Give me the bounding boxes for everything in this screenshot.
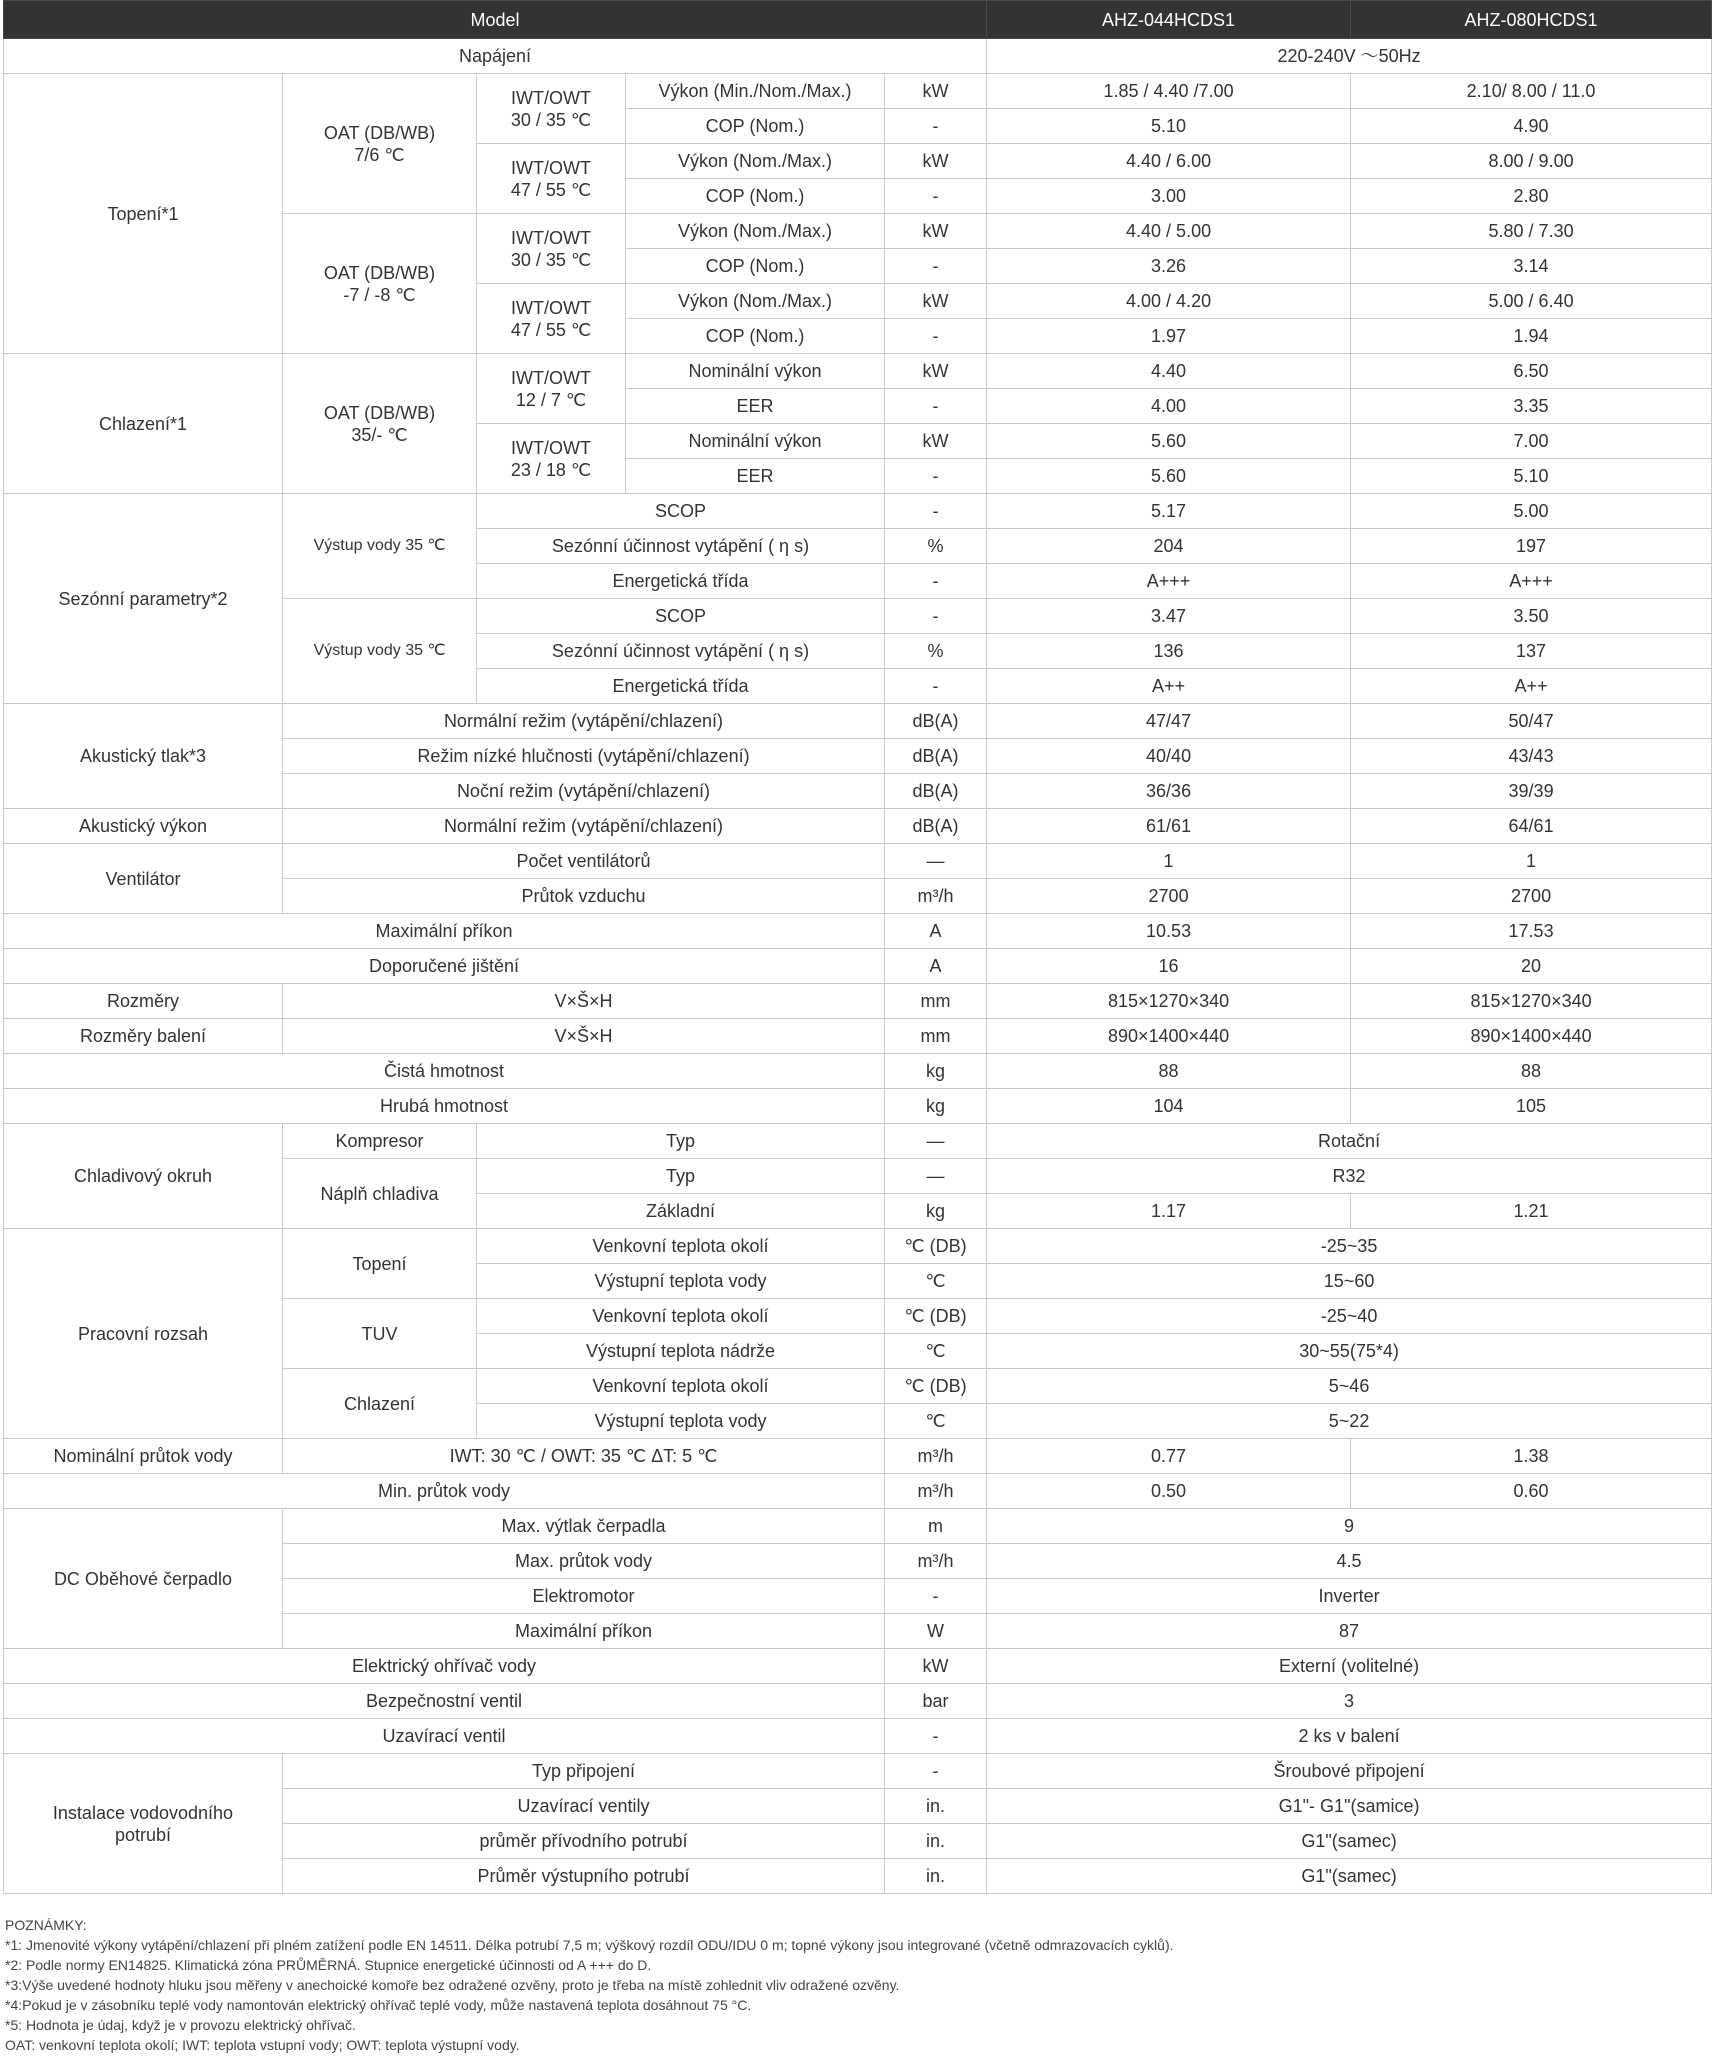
group-label: Akustický tlak*3 [4,704,283,809]
value-1: 40/40 [987,739,1351,774]
value-1: 16 [987,949,1351,984]
group-label: Chlazení*1 [4,354,283,494]
table-row [4,914,1712,949]
value-shared: G1"- G1"(samice) [987,1789,1712,1824]
unit: in. [885,1789,987,1824]
value-2: 137 [1351,634,1712,669]
unit: - [885,179,987,214]
param-label: Sezónní účinnost vytápění ( η s) [477,634,885,669]
table-row [4,844,1712,879]
table-row [4,494,1712,529]
table-row [4,1439,1712,1474]
value-1: 61/61 [987,809,1351,844]
unit: ℃ (DB) [885,1229,987,1264]
unit: W [885,1614,987,1649]
table-row [4,1124,1712,1159]
value-2: 2.10/ 8.00 / 11.0 [1351,74,1712,109]
condition-label: OAT (DB/WB) -7 / -8 ℃ [283,214,477,354]
unit: kW [885,214,987,249]
value-1: 5.60 [987,459,1351,494]
unit: dB(A) [885,774,987,809]
value-1: 1.97 [987,319,1351,354]
unit: kg [885,1054,987,1089]
value-2: 0.60 [1351,1474,1712,1509]
unit: ℃ (DB) [885,1299,987,1334]
param-label: Napájení [4,39,987,74]
param-label: Čistá hmotnost [4,1054,885,1089]
value-shared: R32 [987,1159,1712,1194]
unit: - [885,109,987,144]
value-2: 3.50 [1351,599,1712,634]
group-label: DC Oběhové čerpadlo [4,1509,283,1649]
param-label: Uzavírací ventil [4,1719,885,1754]
param-label: Doporučené jištění [4,949,885,984]
unit: in. [885,1824,987,1859]
value-shared: -25~35 [987,1229,1712,1264]
condition-label: IWT/OWT 30 / 35 ℃ [477,74,626,144]
condition-label: Kompresor [283,1124,477,1159]
param-label: Nominální výkon [626,424,885,459]
value-1: 10.53 [987,914,1351,949]
param-label: Výkon (Nom./Max.) [626,144,885,179]
header-model-1: AHZ-044HCDS1 [987,1,1351,39]
header-model-2: AHZ-080HCDS1 [1351,1,1712,39]
param-label: Průměr výstupního potrubí [283,1859,885,1894]
param-label: COP (Nom.) [626,109,885,144]
value-2: 6.50 [1351,354,1712,389]
unit: m [885,1509,987,1544]
unit: m³/h [885,1439,987,1474]
note-5: *5: Hodnota je údaj, když je v provozu elektrický ohřívač. [5,2017,356,2033]
param-label: Sezónní účinnost vytápění ( η s) [477,529,885,564]
value-1: 47/47 [987,704,1351,739]
value-1: 1 [987,844,1351,879]
value-1: 136 [987,634,1351,669]
table-row [4,1229,1712,1264]
param-label: Výkon (Nom./Max.) [626,284,885,319]
unit: mm [885,1019,987,1054]
param-label: Výstupní teplota nádrže [477,1334,885,1369]
condition-label: Topení [283,1229,477,1299]
param-label: SCOP [477,494,885,529]
param-label: Počet ventilátorů [283,844,885,879]
unit: kg [885,1089,987,1124]
value-shared: G1"(samec) [987,1824,1712,1859]
value-1: 204 [987,529,1351,564]
unit: kg [885,1194,987,1229]
group-label: Rozměry [4,984,283,1019]
param-label: Max. výtlak čerpadla [283,1509,885,1544]
value-1: 4.40 [987,354,1351,389]
param-label: průměr přívodního potrubí [283,1824,885,1859]
unit: bar [885,1684,987,1719]
param-label: EER [626,459,885,494]
table-row [4,354,1712,389]
value-shared: Externí (volitelné) [987,1649,1712,1684]
param-label: Typ připojení [283,1754,885,1789]
value-2: 1.94 [1351,319,1712,354]
unit: - [885,389,987,424]
unit: kW [885,74,987,109]
value-1: 5.17 [987,494,1351,529]
table-row [4,809,1712,844]
unit: - [885,1719,987,1754]
value-1: 4.40 / 6.00 [987,144,1351,179]
param-label: Hrubá hmotnost [4,1089,885,1124]
value-2: 7.00 [1351,424,1712,459]
group-label: Akustický výkon [4,809,283,844]
param-label: Nominální výkon [626,354,885,389]
spec-table [3,0,1712,1894]
table-row [4,1649,1712,1684]
unit: — [885,1124,987,1159]
condition-label: Výstup vody 35 ℃ [283,599,477,704]
value-2: 815×1270×340 [1351,984,1712,1019]
unit: dB(A) [885,739,987,774]
unit: A [885,949,987,984]
param-label: Venkovní teplota okolí [477,1299,885,1334]
unit: dB(A) [885,809,987,844]
value-2: 43/43 [1351,739,1712,774]
value-2: A++ [1351,669,1712,704]
param-label: COP (Nom.) [626,179,885,214]
unit: ℃ [885,1404,987,1439]
value-1: A++ [987,669,1351,704]
unit: - [885,564,987,599]
value-2: 8.00 / 9.00 [1351,144,1712,179]
param-label: Max. průtok vody [283,1544,885,1579]
value-shared: 30~55(75*4) [987,1334,1712,1369]
value-1: 36/36 [987,774,1351,809]
value-shared: 15~60 [987,1264,1712,1299]
notes-title: POZNÁMKY: [5,1917,87,1933]
value-2: 3.35 [1351,389,1712,424]
value-2: 5.00 [1351,494,1712,529]
header-model: Model [4,1,987,39]
value-1: 3.00 [987,179,1351,214]
value-shared: 5~22 [987,1404,1712,1439]
unit: kW [885,354,987,389]
group-label: Topení*1 [4,74,283,354]
unit: % [885,634,987,669]
table-row [4,1019,1712,1054]
value-1: 4.00 [987,389,1351,424]
table-row [4,1089,1712,1124]
unit: ℃ (DB) [885,1369,987,1404]
unit: - [885,1579,987,1614]
condition-label: OAT (DB/WB) 7/6 ℃ [283,74,477,214]
value-2: 1.21 [1351,1194,1712,1229]
param-label: Režim nízké hlučnosti (vytápění/chlazení) [283,739,885,774]
value-shared: 220-240V ～50Hz [987,39,1712,74]
param-label: Základní [477,1194,885,1229]
condition-label: IWT/OWT 47 / 55 ℃ [477,284,626,354]
value-1: 0.77 [987,1439,1351,1474]
unit: kW [885,284,987,319]
value-2: 1 [1351,844,1712,879]
unit: ℃ [885,1334,987,1369]
value-2: 5.00 / 6.40 [1351,284,1712,319]
unit: - [885,599,987,634]
value-2: 5.80 / 7.30 [1351,214,1712,249]
group-label: Ventilátor [4,844,283,914]
value-1: 5.60 [987,424,1351,459]
table-row [4,1474,1712,1509]
condition-label: Výstup vody 35 ℃ [283,494,477,599]
value-1: 3.47 [987,599,1351,634]
value-1: 1.17 [987,1194,1351,1229]
param-label: Elektrický ohřívač vody [4,1649,885,1684]
param-label: Výstupní teplota vody [477,1404,885,1439]
value-shared: 3 [987,1684,1712,1719]
param-label: Venkovní teplota okolí [477,1369,885,1404]
unit: — [885,844,987,879]
table-row [4,74,1712,109]
param-label: SCOP [477,599,885,634]
value-2: 39/39 [1351,774,1712,809]
value-2: 50/47 [1351,704,1712,739]
value-shared: G1"(samec) [987,1859,1712,1894]
condition-label: IWT/OWT 30 / 35 ℃ [477,214,626,284]
table-row [4,984,1712,1019]
value-2: 88 [1351,1054,1712,1089]
group-label: Nominální průtok vody [4,1439,283,1474]
unit: m³/h [885,879,987,914]
value-2: 5.10 [1351,459,1712,494]
value-1: 2700 [987,879,1351,914]
param-label: EER [626,389,885,424]
footnotes [5,1915,1705,2055]
value-1: 0.50 [987,1474,1351,1509]
value-1: 890×1400×440 [987,1019,1351,1054]
value-1: 3.26 [987,249,1351,284]
value-shared: Rotační [987,1124,1712,1159]
param-label: Bezpečnostní ventil [4,1684,885,1719]
value-1: 88 [987,1054,1351,1089]
param-label: Maximální příkon [283,1614,885,1649]
unit: mm [885,984,987,1019]
table-row [4,949,1712,984]
param-label: Normální režim (vytápění/chlazení) [283,704,885,739]
value-shared: 87 [987,1614,1712,1649]
param-label: Výkon (Min./Nom./Max.) [626,74,885,109]
unit: m³/h [885,1544,987,1579]
param-label: Průtok vzduchu [283,879,885,914]
value-shared: 2 ks v balení [987,1719,1712,1754]
power-row [4,39,1712,74]
unit: - [885,669,987,704]
value-2: A+++ [1351,564,1712,599]
value-2: 64/61 [1351,809,1712,844]
param-label: Venkovní teplota okolí [477,1229,885,1264]
condition-label: TUV [283,1299,477,1369]
value-shared: 5~46 [987,1369,1712,1404]
value-2: 17.53 [1351,914,1712,949]
note-2: *2: Podle normy EN14825. Klimatická zóna PRŮMĚRNÁ. Stupnice energetické účinnosti od A +++ do D. [5,1957,652,1973]
group-label: Instalace vodovodního potrubí [4,1754,283,1894]
param-label: IWT: 30 ℃ / OWT: 35 ℃ ΔT: 5 ℃ [283,1439,885,1474]
value-shared: Inverter [987,1579,1712,1614]
value-2: 197 [1351,529,1712,564]
value-1: A+++ [987,564,1351,599]
unit: - [885,494,987,529]
param-label: COP (Nom.) [626,249,885,284]
note-4: *4:Pokud je v zásobníku teplé vody namontován elektrický ohřívač teplé vody, může nastavená teplota dosáhnout 75 °C. [5,1997,752,2013]
unit: in. [885,1859,987,1894]
unit: - [885,459,987,494]
value-2: 2700 [1351,879,1712,914]
param-label: Normální režim (vytápění/chlazení) [283,809,885,844]
table-row [4,1754,1712,1789]
value-1: 4.00 / 4.20 [987,284,1351,319]
value-shared: 9 [987,1509,1712,1544]
param-label: Typ [477,1159,885,1194]
condition-label: OAT (DB/WB) 35/- ℃ [283,354,477,494]
param-label: V×Š×H [283,984,885,1019]
group-label: Sezónní parametry*2 [4,494,283,704]
unit: % [885,529,987,564]
condition-label: IWT/OWT 12 / 7 ℃ [477,354,626,424]
group-label: Chladivový okruh [4,1124,283,1229]
value-shared: 4.5 [987,1544,1712,1579]
unit: kW [885,144,987,179]
param-label: Typ [477,1124,885,1159]
unit: ℃ [885,1264,987,1299]
param-label: Uzavírací ventily [283,1789,885,1824]
value-1: 5.10 [987,109,1351,144]
table-row [4,704,1712,739]
param-label: V×Š×H [283,1019,885,1054]
value-2: 3.14 [1351,249,1712,284]
value-1: 104 [987,1089,1351,1124]
value-1: 4.40 / 5.00 [987,214,1351,249]
note-1: *1: Jmenovité výkony vytápění/chlazení při plném zatížení podle EN 14511. Délka potrubí 7,5 m; výškový rozdíl ODU/IDU 0 m; topné výkony jsou integrované (včetně odmrazovacích cyklů). [5,1937,1174,1953]
group-label: Pracovní rozsah [4,1229,283,1439]
unit: - [885,1754,987,1789]
table-row [4,1719,1712,1754]
table-row [4,1054,1712,1089]
value-2: 4.90 [1351,109,1712,144]
value-2: 20 [1351,949,1712,984]
param-label: Výkon (Nom./Max.) [626,214,885,249]
unit: - [885,319,987,354]
unit: m³/h [885,1474,987,1509]
table-row [4,1684,1712,1719]
value-shared: Šroubové připojení [987,1754,1712,1789]
value-2: 1.38 [1351,1439,1712,1474]
param-label: Maximální příkon [4,914,885,949]
param-label: Energetická třída [477,564,885,599]
param-label: Energetická třída [477,669,885,704]
unit: - [885,249,987,284]
param-label: Elektromotor [283,1579,885,1614]
param-label: Noční režim (vytápění/chlazení) [283,774,885,809]
note-6: OAT: venkovní teplota okolí; IWT: teplota vstupní vody; OWT: teplota výstupní vody. [5,2037,520,2053]
value-2: 890×1400×440 [1351,1019,1712,1054]
condition-label: IWT/OWT 23 / 18 ℃ [477,424,626,494]
unit: kW [885,1649,987,1684]
unit: A [885,914,987,949]
param-label: COP (Nom.) [626,319,885,354]
condition-label: Náplň chladiva [283,1159,477,1229]
unit: kW [885,424,987,459]
condition-label: Chlazení [283,1369,477,1439]
unit: — [885,1159,987,1194]
value-2: 105 [1351,1089,1712,1124]
value-1: 1.85 / 4.40 /7.00 [987,74,1351,109]
param-label: Výstupní teplota vody [477,1264,885,1299]
group-label: Rozměry balení [4,1019,283,1054]
value-shared: -25~40 [987,1299,1712,1334]
value-2: 2.80 [1351,179,1712,214]
condition-label: IWT/OWT 47 / 55 ℃ [477,144,626,214]
table-row [4,1509,1712,1544]
note-3: *3:Výše uvedené hodnoty hluku jsou měřeny v anechoické komoře bez odražené ozvěny, proto je třeba na místě zohlednit vliv odražené ozvěny. [5,1977,900,1993]
unit: dB(A) [885,704,987,739]
value-1: 815×1270×340 [987,984,1351,1019]
param-label: Min. průtok vody [4,1474,885,1509]
header-row [4,1,1712,39]
